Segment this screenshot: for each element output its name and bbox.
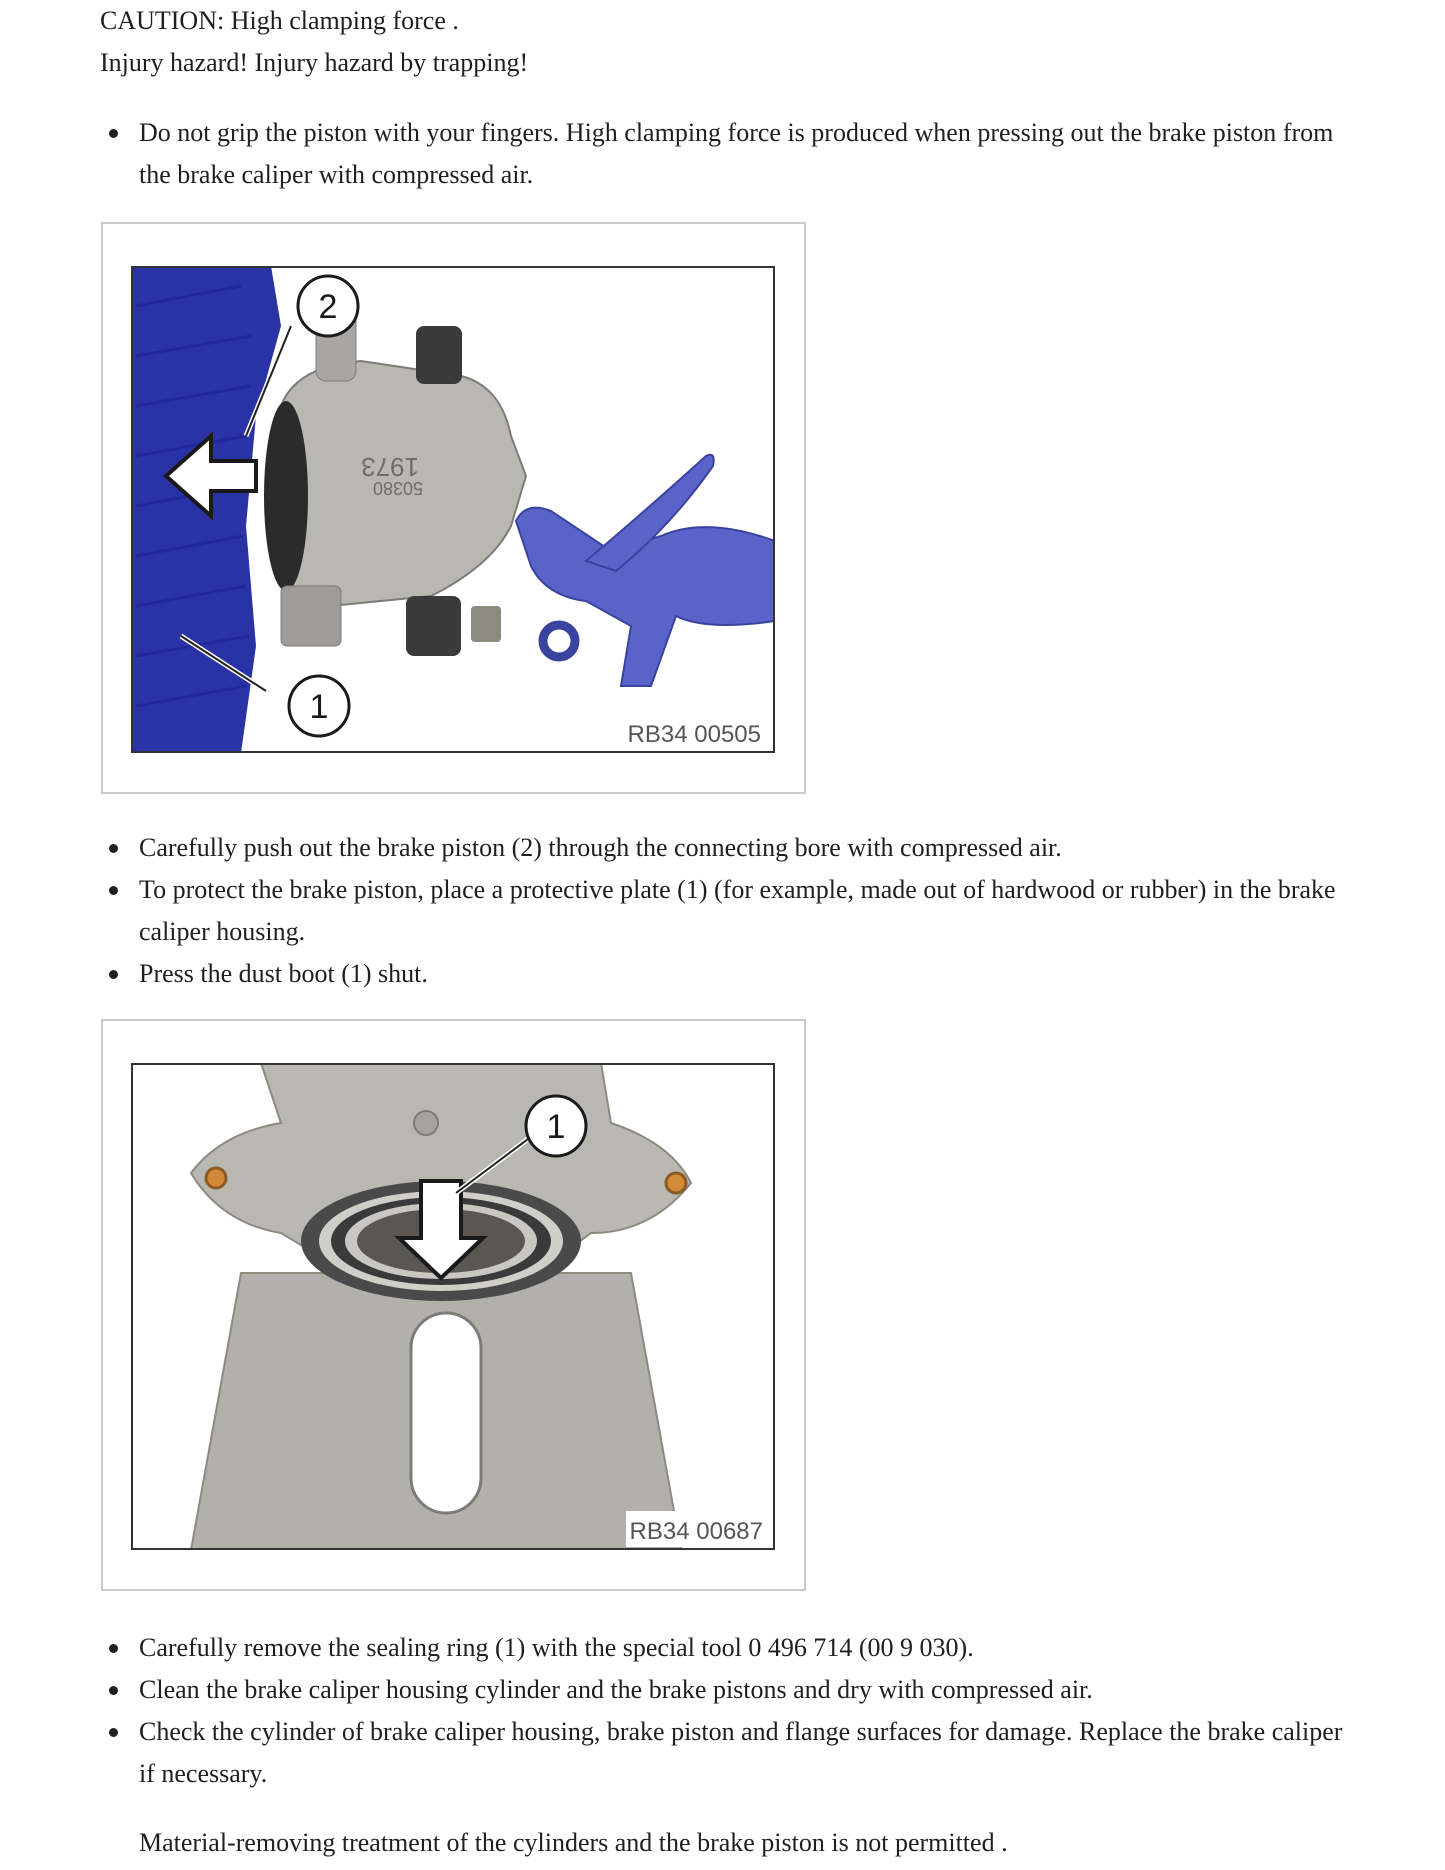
bullet-icon <box>109 1728 118 1737</box>
bullet-icon <box>109 129 118 138</box>
list-item-text: Check the cylinder of brake caliper housing, brake piston and flange surfaces for damage. Replace the brake caliper if necessary. <box>139 1717 1343 1788</box>
svg-text:2: 2 <box>318 288 338 326</box>
bullet-icon <box>109 970 118 979</box>
list-item-text: Clean the brake caliper housing cylinder and the brake pistons and dry with compressed air. <box>139 1675 1093 1704</box>
bullet-icon <box>109 1686 118 1695</box>
list-item <box>100 1711 1345 1795</box>
caliper-marking: 1973 <box>361 452 419 482</box>
bullet-icon <box>109 886 118 895</box>
bullet-icon <box>109 844 118 853</box>
note-text: Material-removing treatment of the cylinders and the brake piston is not permitted . <box>139 1828 1008 1857</box>
list-item <box>100 953 1345 995</box>
guide-bushing <box>416 326 462 384</box>
figure-code: RB34 00505 <box>627 721 761 748</box>
caliper-illustration-2 <box>131 1063 775 1550</box>
caliper-illustration-1 <box>131 266 775 753</box>
bullet-icon <box>109 1644 118 1653</box>
caution-text: Injury hazard! Injury hazard by trapping! <box>100 48 529 77</box>
svg-text:1: 1 <box>309 688 329 726</box>
instruction-list <box>100 1627 1345 1795</box>
instruction-list <box>100 112 1345 196</box>
list-item <box>100 112 1345 196</box>
svg-text:1: 1 <box>546 1108 566 1146</box>
list-item <box>100 827 1345 869</box>
list-item-text: To protect the brake piston, place a protective plate (1) (for example, made out of hardwood or rubber) in the brake caliper housing. <box>139 875 1336 946</box>
figure-code: RB34 00687 <box>629 1518 763 1545</box>
list-item-text: Carefully remove the sealing ring (1) with the special tool 0 496 714 (00 9 030). <box>139 1633 974 1662</box>
piston-seal <box>264 401 308 591</box>
list-item <box>100 869 1345 953</box>
figure-dust-boot <box>101 1019 806 1591</box>
list-item-text: Carefully push out the brake piston (2) through the connecting bore with compressed air. <box>139 833 1062 862</box>
svg-text:50380: 50380 <box>372 478 423 498</box>
figure-caliper-piston <box>101 222 806 794</box>
list-item-text: Press the dust boot (1) shut. <box>139 959 428 988</box>
bracket-slot <box>411 1313 481 1513</box>
list-item <box>100 1627 1345 1669</box>
list-item-text: Do not grip the piston with your fingers. High clamping force is produced when pressing out the brake piston from the brake caliper with compressed air. <box>139 118 1334 189</box>
list-item <box>100 1669 1345 1711</box>
instruction-list <box>100 827 1345 995</box>
caution-heading: CAUTION: High clamping force . <box>100 6 459 35</box>
